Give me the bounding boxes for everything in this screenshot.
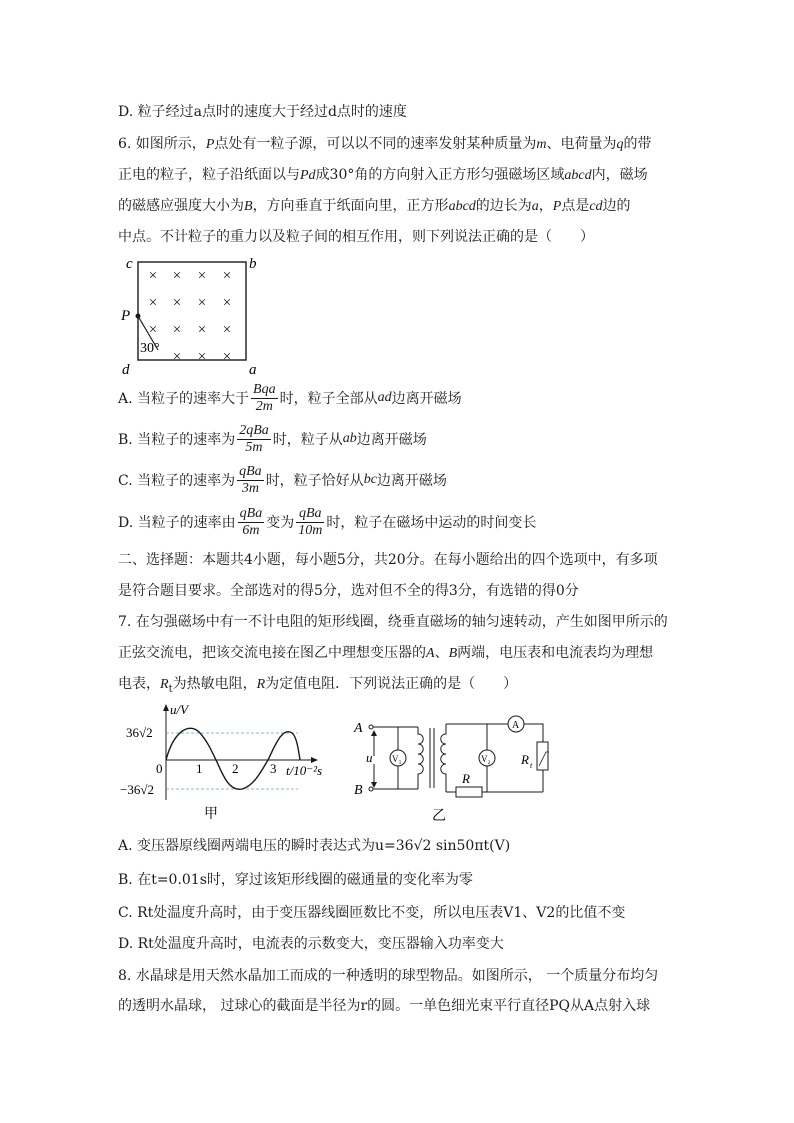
svg-text:×: × <box>197 349 207 365</box>
label-b: b <box>249 256 257 272</box>
q7-option-c: C. Rt处温度升高时，由于变压器线圈匝数比不变，所以电压表V1、V2的比值不变 <box>118 905 626 921</box>
q5-option-d: D. 粒子经过a点时的速度大于经过d点时的速度 <box>118 104 407 120</box>
q6-option-d: D. 当粒子的速率由 $\frac{\text{qBa}}{6m}$ 变为 $\frac{\text{qBa}}{10m}$ 时，粒子在磁场中运动的时间变长 <box>118 505 537 538</box>
svg-text:×: × <box>222 295 232 311</box>
q7-transformer-circuit <box>350 712 550 828</box>
q7-stem-line2: 正弦交流电，把该交流电接在图乙中理想变压器的A、B两端，电压表和电流表均为理想 <box>118 645 654 661</box>
terminal-a-label: A <box>354 721 363 736</box>
circuit-caption: 乙 <box>432 809 446 824</box>
svg-text:×: × <box>172 322 182 338</box>
q8-stem-line1: 8. 水晶球是用天然水晶加工而成的一种透明的球型物品。如图所示， 一个质量分布均匀 <box>118 968 659 984</box>
tick-2: 2 <box>232 761 239 776</box>
secondary-coil <box>441 724 446 792</box>
q6-stem-line1: 6. 如图所示，P点处有一粒子源，可以以不同的速率发射某种质量为m、电荷量为q的带 <box>118 136 652 152</box>
svg-text:×: × <box>197 322 207 338</box>
svg-text:×: × <box>172 349 182 365</box>
svg-text:V₁: V₁ <box>392 754 402 764</box>
y-axis-arrow <box>163 704 169 711</box>
svg-text:×: × <box>197 295 207 311</box>
section2-line1: 二、选择题：本题共4小题，每小题5分，共20分。在每小题给出的四个选项中，有多项 <box>118 552 658 568</box>
q6-magnetic-field-figure <box>116 252 266 376</box>
y-axis-label: u/V <box>170 702 189 717</box>
q7-stem-line1: 7. 在匀强磁场中有一不计电阻的矩形线圈，绕垂直磁场的轴匀速转动，产生如图甲所示的 <box>118 614 668 630</box>
svg-text:×: × <box>222 349 232 365</box>
q6-stem-line2: 正电的粒子，粒子沿纸面以与Pd成30°角的方向射入正方形匀强磁场区域abcd内，磁场 <box>118 167 648 183</box>
primary-coil <box>418 727 423 789</box>
origin-label: 0 <box>156 761 163 776</box>
tick-1: 1 <box>196 761 203 776</box>
q6-stem-line4: 中点。不计粒子的重力以及粒子间的相互作用，则下列说法正确的是（ ） <box>118 229 594 245</box>
q7-stem-line3: 电表，$R_t$为热敏电阻，R为定值电阻．下列说法正确的是（ ） <box>118 676 518 695</box>
y-max-label: 36√2 <box>126 725 153 740</box>
q6-option-a: A. 当粒子的速率大于 $\frac{\text{Bqa}}{2m}$ 时，粒子全部从 ad 边离开磁场 <box>118 381 462 414</box>
u-label: u <box>366 750 373 765</box>
tick-3: 3 <box>270 761 277 776</box>
label-d: d <box>122 362 130 376</box>
q7-option-b: B. 在t=0.01s时，穿过该矩形线圈的磁通量的变化率为零 <box>118 872 473 888</box>
label-c: c <box>126 256 133 272</box>
svg-text:A: A <box>512 720 520 731</box>
section2-line2: 是符合题目要求。全部选对的得5分，选对但不全的得3分，有选错的得0分 <box>118 583 579 599</box>
q7-option-d: D. Rt处温度升高时，电流表的示数变大，变压器输入功率变大 <box>118 936 504 952</box>
svg-text:×: × <box>222 322 232 338</box>
svg-text:t: t <box>530 761 533 770</box>
svg-text:×: × <box>172 268 182 284</box>
svg-text:R: R <box>521 752 529 767</box>
q7-option-a: A. 变压器原线圈两端电压的瞬时表达式为u=36√2 sin50πt(V) <box>118 838 511 854</box>
svg-text:×: × <box>148 322 158 338</box>
field-crosses <box>149 268 231 365</box>
svg-text:×: × <box>197 268 207 284</box>
svg-text:×: × <box>222 268 232 284</box>
svg-text:R: R <box>462 771 470 786</box>
y-min-label: −36√2 <box>120 782 154 797</box>
fixed-resistor-r <box>456 787 482 797</box>
angle-label: 30° <box>140 341 160 356</box>
q6-option-b: B. 当粒子的速率为 $\frac{\text{2qBa}}{5m}$ 时，粒子从 ab 边离开磁场 <box>118 422 427 455</box>
q6-stem-line3: 的磁感应强度大小为B，方向垂直于纸面向里，正方形abcd的边长为a，P点是cd边的 <box>118 198 631 214</box>
q8-stem-line2: 的透明水晶球， 过球心的截面是半径为r的圆。一单色细光束平行直径PQ从A点射入球 <box>118 998 651 1014</box>
svg-text:×: × <box>148 295 158 311</box>
terminal-b-label: B <box>354 783 363 798</box>
svg-text:V₂: V₂ <box>481 754 491 764</box>
svg-text:×: × <box>172 295 182 311</box>
thermistor-rt <box>537 742 548 770</box>
svg-text:×: × <box>148 268 158 284</box>
label-a: a <box>249 362 257 376</box>
q6-option-c: C. 当粒子的速率为 $\frac{\text{qBa}}{3m}$ 时，粒子恰好从 bc 边离开磁场 <box>118 463 447 496</box>
x-axis-label: t/10⁻²s <box>286 763 323 778</box>
sine-curve <box>166 728 300 789</box>
graph-caption: 甲 <box>204 807 218 822</box>
q7-voltage-graph <box>116 700 336 826</box>
label-p: P <box>121 308 131 324</box>
